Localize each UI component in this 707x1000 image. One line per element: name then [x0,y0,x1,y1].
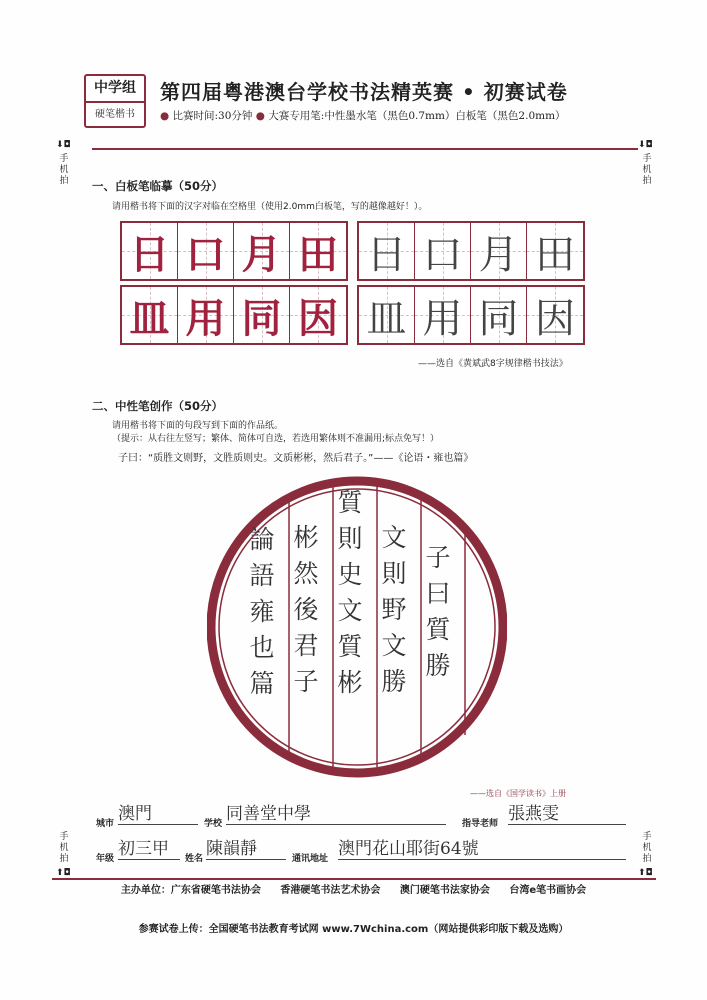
pen-info: 大赛专用笔:中性墨水笔（黑色0.7mm）白板笔（黑色2.0mm） [268,110,566,122]
camera-icon: ⬆◘ [56,868,71,878]
exam-info [160,108,566,123]
name-field[interactable]: 陳韻靜 [206,839,286,860]
grid-cell [527,223,583,279]
section1-instruction: 请用楷书将下面的汉字对临在空格里（使用2.0mm白板笔，写的越像越好！）。 [112,202,428,212]
organizer-item: 香港硬笔书法艺术协会 [280,885,381,896]
work-column-1 [418,540,458,684]
model-char: 皿 [129,294,170,342]
quote-text: 子曰：“质胜文则野，文胜质则史。文质彬彬，然后君子。”——《论语・雍也篇》 [118,453,474,464]
grade-label: 年级 [96,854,115,864]
section2-source: ——选自《国学读书》上册 [470,789,566,798]
grid-cell [234,287,290,343]
grid-cell [122,287,178,343]
work-column-2 [374,520,414,700]
group-badge [84,74,146,128]
organizer-item: 台湾e笔书画协会 [509,885,587,896]
grid-cell [359,223,415,279]
column-text: 論 語 雍 也 篇 [249,525,275,698]
teacher-field[interactable]: 張燕雯 [508,804,626,825]
work-column-4 [286,520,326,700]
grid-cell [178,223,234,279]
grid-cell [178,287,234,343]
side-tag-top-left: 手机拍 [59,154,69,186]
camera-icon: ⬆◘ [638,868,653,878]
column-text: 彬 然 後 君 子 [293,523,319,696]
city-field[interactable]: 澳門 [118,804,198,825]
practice-grid-row1 [357,221,585,281]
section2-title: 二、中性笔创作（50分） [92,399,224,413]
model-char: 因 [298,294,338,342]
grade-field[interactable]: 初三甲 [118,839,180,860]
handwritten-char: 田 [535,231,575,278]
column-text: 質 則 史 文 質 彬 [337,488,363,697]
handwritten-char: 口 [422,231,463,278]
handwritten-char: 同 [478,295,519,342]
name-label: 姓名 [185,854,204,864]
school-label: 学校 [204,819,223,829]
section2-instruction: 请用楷书将下面的句段写到下面的作品纸。 [112,421,284,431]
school-field[interactable]: 同善堂中學 [226,804,446,825]
side-tag-bottom-left: 手机拍 [59,832,69,864]
handwritten-char: 因 [535,295,575,342]
model-char: 日 [129,230,170,278]
model-grid-row2 [120,285,348,345]
footer-divider [52,878,656,880]
bullet-icon: ● [255,110,265,122]
grid-cell [415,223,471,279]
model-char: 田 [298,230,338,278]
model-char: 同 [241,294,282,342]
upload-footer: 参赛试卷上传：全国硬笔书法教育考试网 www.7Wchina.com（网站提供彩印版下载及选购） [138,924,569,935]
grid-cell [359,287,415,343]
section1-source: ——选自《黄斌武8字规律楷书技法》 [418,359,568,369]
handwritten-char: 用 [422,295,463,342]
grid-cell [527,287,583,343]
section2-hint: （提示：从右往左竖写；繁体、简体可自选，若选用繁体则不准漏用;标点免写！） [112,434,440,444]
grid-cell [415,287,471,343]
section1-title: 一、白板笔临摹（50分） [92,179,224,193]
group-label: 中学组 [86,76,144,103]
grid-cell [290,223,346,279]
handwritten-char: 日 [366,231,407,278]
teacher-label: 指导老师 [462,819,499,829]
grid-cell [122,223,178,279]
organizer-item: 澳门硬笔书法家协会 [399,885,490,896]
handwritten-char: 月 [478,231,519,278]
bullet-icon: ● [160,110,170,122]
grid-cell [290,287,346,343]
address-label: 通讯地址 [292,854,329,864]
handwritten-char: 皿 [366,295,407,342]
organizers [0,881,707,896]
grid-cell [471,223,527,279]
city-label: 城市 [96,819,115,829]
address-field[interactable]: 澳門花山耶街64號 [338,839,626,860]
work-column-5 [242,522,282,702]
page-title: 第四届粤港澳台学校书法精英赛 • 初赛试卷 [160,80,568,104]
exam-time: 比赛时间:30分钟 [172,110,253,122]
header-divider [92,148,638,150]
practice-grid-row2 [357,285,585,345]
organizer-item: 主办单位：广东省硬笔书法协会 [120,885,261,896]
model-char: 月 [241,230,282,278]
group-sub-label: 硬笔楷书 [95,109,135,120]
camera-icon: ⬇◘ [638,140,653,150]
side-tag-top-right: 手机拍 [642,154,652,186]
column-text: 文 則 野 文 勝 [381,523,407,696]
model-grid-row1 [120,221,348,281]
work-column-3 [330,485,370,701]
grid-cell [234,223,290,279]
model-char: 口 [185,230,226,278]
grid-cell [471,287,527,343]
side-tag-bottom-right: 手机拍 [642,832,652,864]
column-text: 子 曰 質 勝 [425,543,451,680]
model-char: 用 [185,294,226,342]
camera-icon: ⬇◘ [56,140,71,150]
